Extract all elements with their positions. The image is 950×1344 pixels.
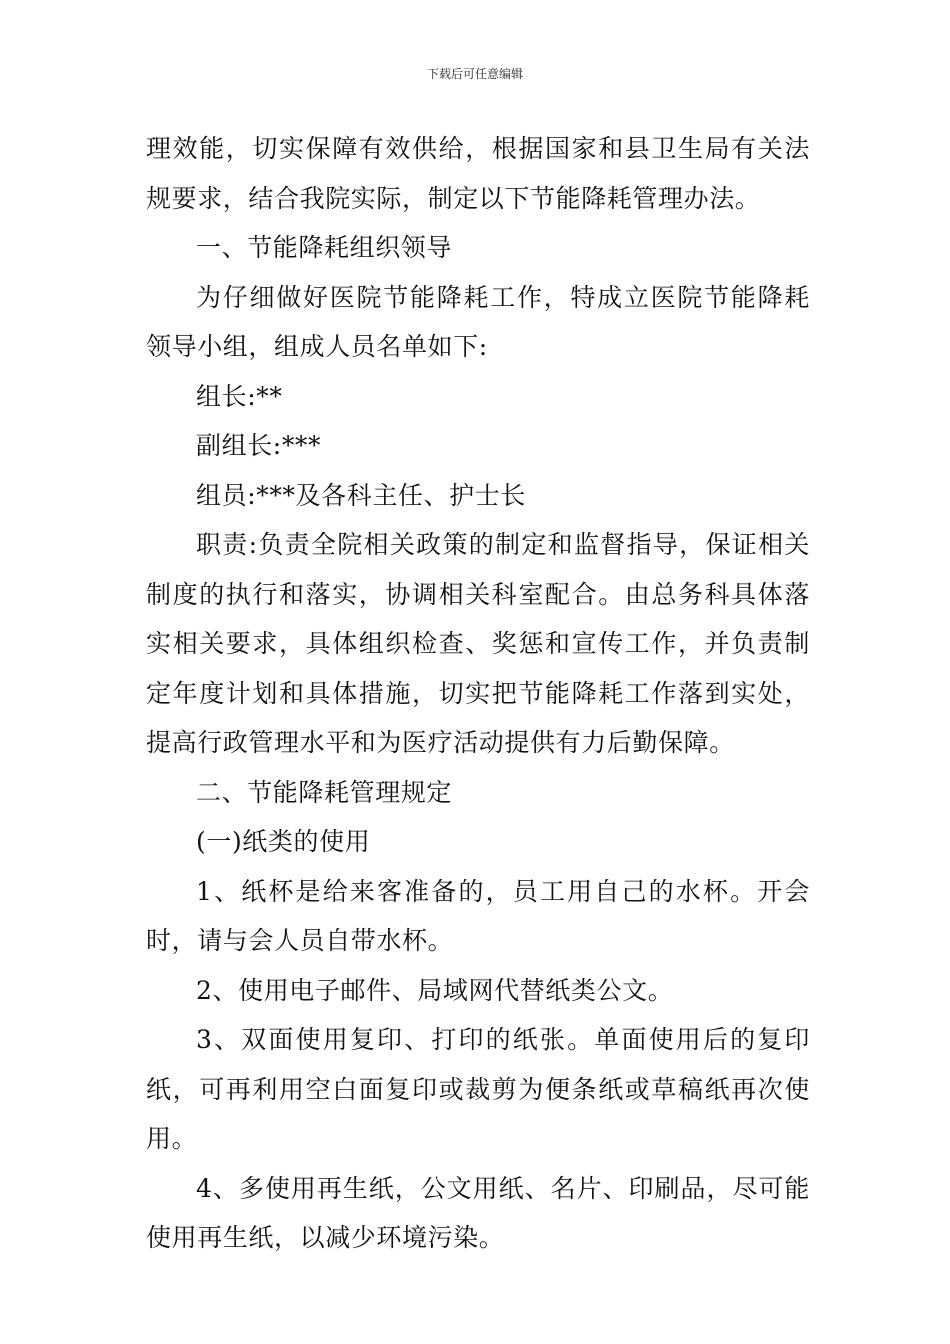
paragraph-responsibilities: 职责:负责全院相关政策的制定和监督指导，保证相关制度的执行和落实，协调相关科室配合。由总务科具体落实相关要求，具体组织检查、奖惩和宣传工作，并负责制定年度计划和具体措施，切实把节能降耗工作落到实处，提高行政管理水平和为医疗活动提供有力后勤保障。	[146, 530, 810, 757]
rule-item-3: 3、双面使用复印、打印的纸张。单面使用后的复印纸，可再利用空白面复印或裁剪为便条纸或草稿纸再次使用。	[146, 1025, 810, 1153]
section-heading-organization: 一、节能降耗组织领导	[196, 233, 453, 262]
paragraph-intro-continuation: 理效能，切实保障有效供给，根据国家和县卫生局有关法规要求，结合我院实际，制定以下节能降耗管理办法。	[146, 134, 810, 213]
document-body	[146, 124, 810, 1263]
page-header: 下载后可任意编辑	[426, 67, 523, 81]
member-deputy-leader: 副组长:***	[196, 431, 322, 460]
paragraph-leadership-group: 为仔细做好医院节能降耗工作，特成立医院节能降耗领导小组，组成人员名单如下:	[146, 282, 810, 361]
rule-item-1: 1、纸杯是给来客准备的，员工用自己的水杯。开会时，请与会人员自带水杯。	[146, 876, 810, 955]
subsection-heading-paper-use: (一)纸类的使用	[196, 827, 371, 856]
section-heading-regulations: 二、节能降耗管理规定	[196, 777, 453, 807]
member-leader: 组长:**	[196, 381, 283, 411]
rule-item-4: 4、多使用再生纸，公文用纸、名片、印刷品，尽可能使用再生纸，以减少环境污染。	[146, 1173, 810, 1252]
member-members: 组员:***及各科主任、护士长	[196, 480, 526, 510]
rule-item-2: 2、使用电子邮件、局域网代替纸类公文。	[196, 975, 674, 1005]
